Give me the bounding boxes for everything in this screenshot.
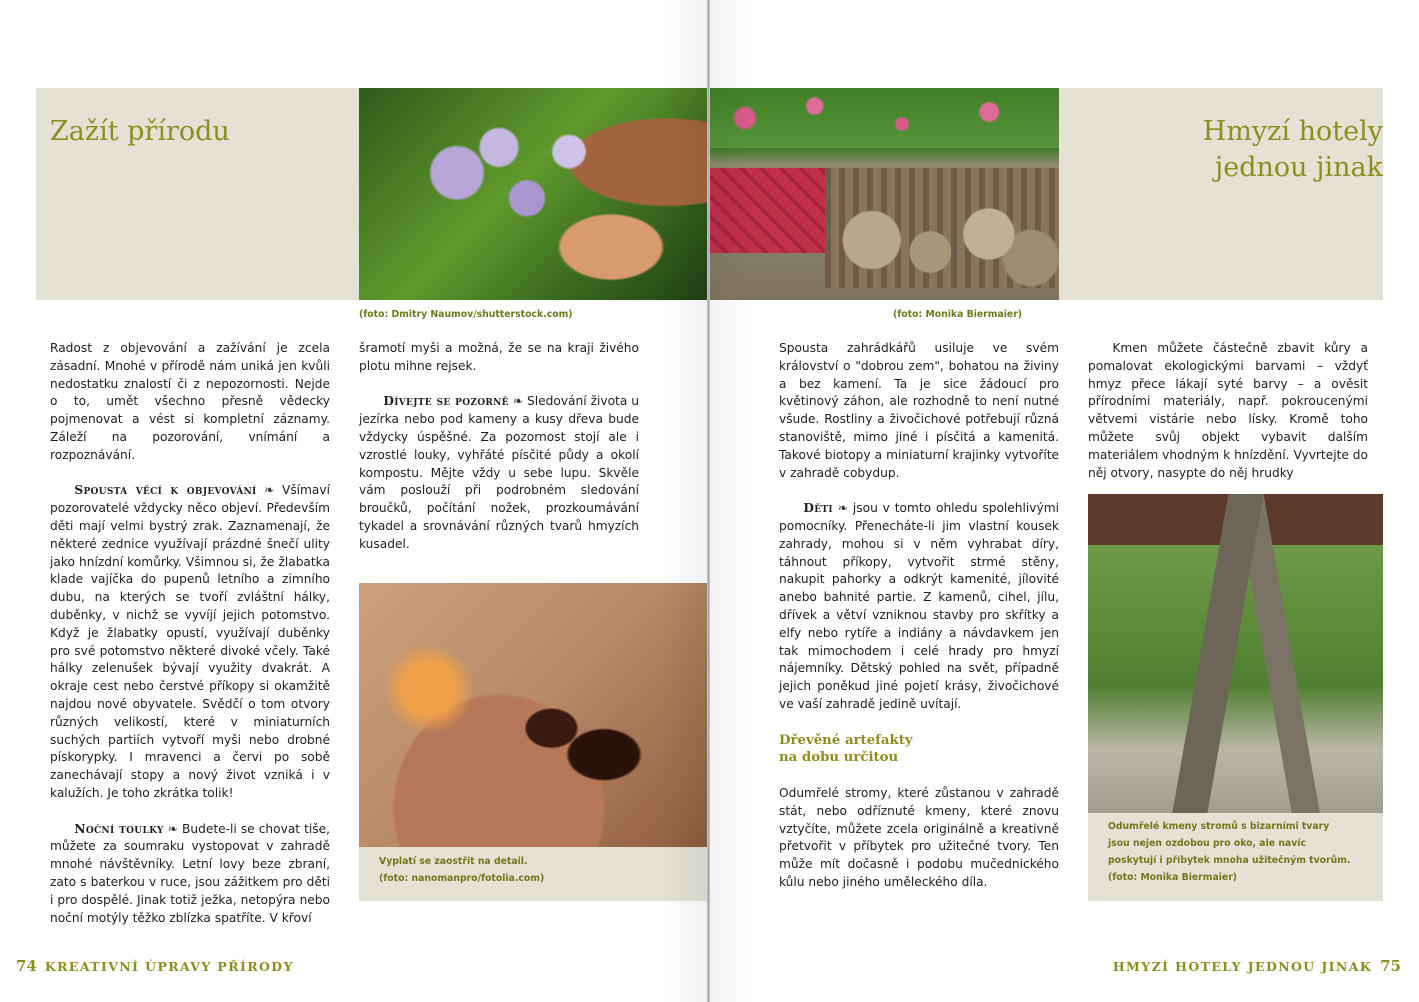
paragraph-divejte-se-text: Sledování života u jezírka nebo pod kameny a kusy dřeva bude vždycky úspěšné. Za pozornost stojí ale i vzrostlé louky, vyhřáté písčité půdy a okolí kompostu. Mějte vždy u sebe lupu. Skvěle vám poslouží při podrobném sledování broučků, počítání nožek, prozkoumávání tykadel a srovnávání různých tvarů hmyzích kusadel. bbox=[359, 394, 640, 551]
folio-left bbox=[16, 957, 294, 975]
hotel-log-stack bbox=[825, 168, 1059, 288]
subheading-drevene-artefakty bbox=[779, 732, 1059, 768]
hotel-red-panel bbox=[710, 168, 825, 253]
page-title-right bbox=[1083, 114, 1383, 186]
paragraph-dobra-zem: Spousta zahrádkářů usiluje ve svém království o "dobrou zem", bohatou na živiny a bez kamení. Ta je sice žádoucí pro květinový záhon, ale rozhodně to není nutné všude. Rostliny a živočichové potřebují různá stanoviště, mimo jiné i písčitá a kamenitá. Takové biotopy a miniaturní krajinky vytvoříte v zahradě cobydup. bbox=[779, 341, 1059, 480]
caption-ant-line1: Vyplatí se zaostřit na detail. bbox=[379, 856, 528, 867]
photo-insect-hotel bbox=[710, 88, 1059, 300]
paragraph-objevovani bbox=[50, 482, 330, 802]
lead-divejte-se: Dívejte se pozorně bbox=[383, 394, 509, 409]
caption-trees-line1: Odumřelé kmeny stromů s bizarními tvary bbox=[1108, 821, 1330, 832]
ornament-icon: ❧ bbox=[512, 394, 524, 409]
caption-trees-line4: (foto: Monika Biermaier) bbox=[1108, 872, 1238, 883]
ornament-icon: ❧ bbox=[264, 483, 275, 498]
paragraph-kmen: Kmen můžete částečně zbavit kůry a pomalovat ekologickými barvami – vždyť hmyz přece lákají syté barvy – a ověsit přírodními materiály, např. pokroucenými větvemi vistárie nebo lísky. Kromě toho můžete svůj objekt vybavit dalším materiálem vhodným k hnízdění. Vyvrtejte do něj otvory, nasypte do něj hrudky bbox=[1088, 341, 1368, 480]
book-spine bbox=[707, 0, 710, 1002]
paragraph-intro: Radost z objevování a zažívání je zcela zásadní. Mnohé v přírodě nám uniká jen kvůli nedostatku znalostí či z nepozornosti. Nejde o to, umět všechno přesně vědecky pojmenovat a vést si kompletní záznamy. Záleží na pozorování, vnímání a rozpoznávání. bbox=[50, 341, 330, 462]
photo-credit-flower: (foto: Dmitry Naumov/shutterstock.com) bbox=[359, 309, 573, 320]
paragraph-nocni-toulky-text: Budete-li se chovat tiše, můžete za soumraku vystopovat v zahradě mnohé návštěvníky. Letní lovy beze zbraní, zato s baterkou v ruce, jsou zážitkem pro děti i pro dospělé. Jinak totiž ježka, netopýra nebo noční motýly těžko zblízka spatříte. V křoví bbox=[50, 821, 330, 925]
subheading-line2: na dobu určitou bbox=[779, 750, 899, 766]
photo-child-magnifier bbox=[359, 88, 709, 300]
hotel-flower-bed bbox=[710, 88, 1059, 148]
paragraph-nocni-toulky bbox=[50, 821, 330, 928]
page-title-left: Zažít přírodu bbox=[50, 116, 230, 147]
photo-dead-tree-trunks bbox=[1088, 494, 1383, 813]
caption-trees-line3: poskytují i příbytek mnoha užitečným tvorům. bbox=[1108, 855, 1351, 866]
page-title-right-line2: jednou jinak bbox=[1214, 152, 1383, 183]
lead-deti: Děti bbox=[803, 501, 833, 516]
folio-right bbox=[1113, 957, 1401, 975]
text-column-4 bbox=[1088, 340, 1368, 500]
caption-trees bbox=[1108, 818, 1376, 886]
running-head-right: HMYZÍ HOTELY JEDNOU JINAK bbox=[1112, 959, 1373, 974]
photo-ant-drop bbox=[359, 583, 709, 847]
lead-spousta-veci: Spousta věcí k objevování bbox=[74, 483, 257, 498]
paragraph-objevovani-text: Všímaví pozorovatelé vždycky něco objeví. Především děti mají velmi bystrý zrak. Zaznamenají, že některé zednice využívají prázdné šnečí ulity jako hnízdní komůrky. Všimnou si, že žlabatka klade vajíčka do pupenů letního a zimního dubu, na kterých se tvoří zvláštní hálky, duběnky, v nichž se vyvíjí jejich potomstvo. Když je žlabatky opustí, využívají duběnky pro své potomstvo některé divoké včely. Také hálky zelenušek bývají využity dvakrát. A okraje cest nebo čerstvé příkopy si okamžitě najdou nové obyvatele. Svědčí o tom otvory různých velikostí, které v miniaturních suchých partiích vytvoří myši nebo drobné pískorypky. I mravenci a červi po sobě zanechávají stopy a nový život vzniká i v kalužích. Je toho zkrátka tolik! bbox=[50, 483, 330, 800]
ornament-icon: ❧ bbox=[167, 821, 178, 836]
caption-ant-line2: (foto: nanomanpro/fotolia.com) bbox=[379, 873, 545, 884]
paragraph-odumrele-stromy: Odumřelé stromy, které zůstanou v zahradě stát, nebo odříznuté kmeny, které znovu vztyčíte, můžete zcela originálně a kreativně přetvořit v příbytek pro užitečné tvory. Ten může mít dočasně i podobu mučednického kůlu nebo jiného uměleckého díla. bbox=[779, 785, 1059, 889]
paragraph-deti bbox=[779, 500, 1059, 714]
caption-ant bbox=[379, 853, 699, 887]
paragraph-deti-text: jsou v tomto ohledu spolehlivými pomocníky. Přenecháte-li jim vlastní kousek zahrady, mohou si v něm vyhrabat díry, táhnout příkopy, vytvořit strmé stěny, nakupit pahorky a odkrýt kamenité, jílovité anebo bahnité partie. Z kamenů, cihel, jílu, dřívek a větví vzniknou stavby pro skřítky a elfy nebo rytíře a indiány a návdavkem jen tak mimochodem i celé hrady pro hmyzí nájemníky. Dětský pohled na svět, případně jejich poněkud jiné pojetí krásy, živočichové ve vaší zahradě jedině uvítají. bbox=[779, 501, 1059, 711]
photo-credit-hotel: (foto: Monika Biermaier) bbox=[893, 309, 1023, 320]
page-number-right: 75 bbox=[1380, 957, 1401, 975]
text-column-2 bbox=[359, 340, 639, 571]
page-number-left: 74 bbox=[16, 957, 37, 975]
page-title-right-line1: Hmyzí hotely bbox=[1202, 116, 1383, 147]
running-head-left: KREATIVNÍ ÚPRAVY PŘÍRODY bbox=[44, 959, 294, 974]
paragraph-continued: šramotí myši a možná, že se na kraji živého plotu mihne rejsek. bbox=[359, 341, 639, 373]
ornament-icon: ❧ bbox=[837, 501, 849, 516]
caption-trees-line2: jsou nejen ozdobou pro oko, ale navíc bbox=[1108, 838, 1306, 849]
text-column-1 bbox=[50, 340, 330, 945]
paragraph-divejte-se bbox=[359, 393, 639, 553]
subheading-line1: Dřevěné artefakty bbox=[779, 732, 913, 748]
text-column-3 bbox=[779, 340, 1059, 910]
lead-nocni-toulky: Noční toulky bbox=[74, 821, 164, 836]
